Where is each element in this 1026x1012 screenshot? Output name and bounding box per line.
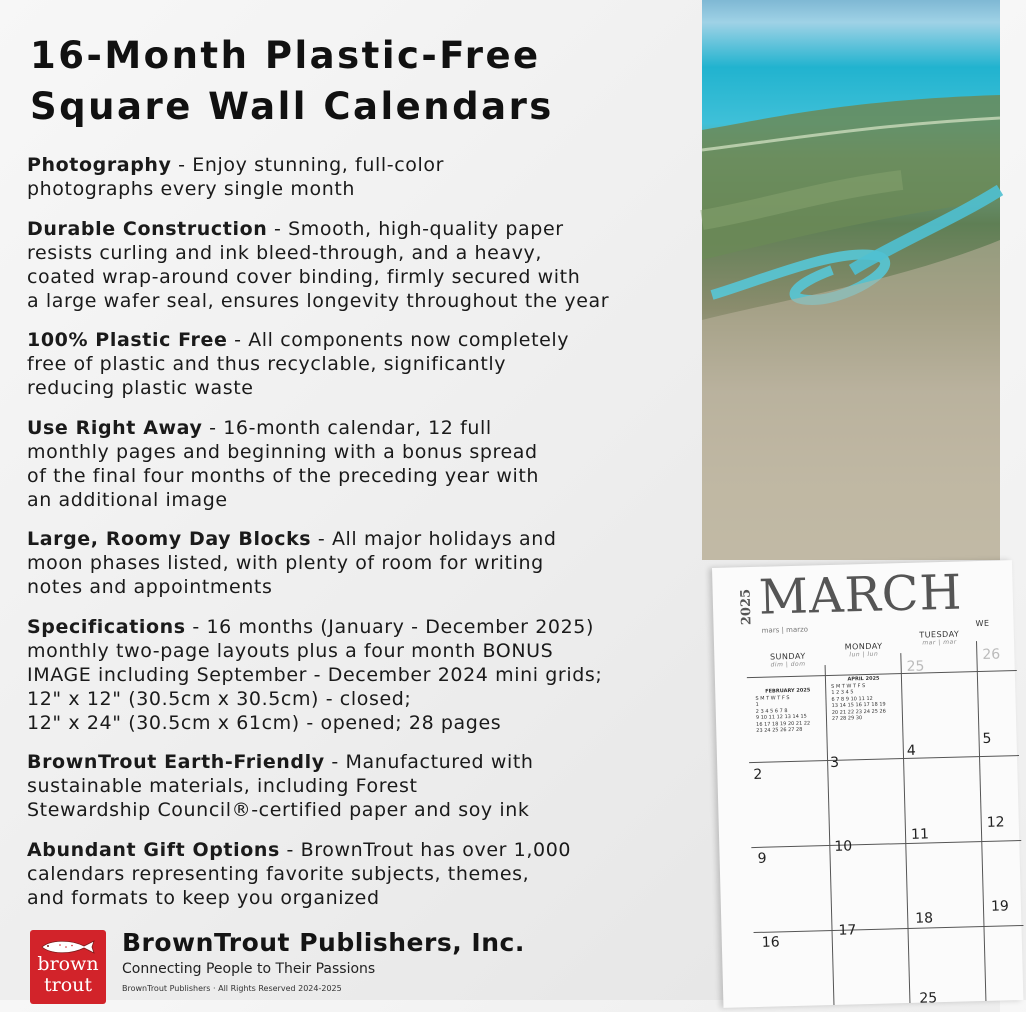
mini-calendar-february	[755, 687, 821, 734]
feature-text: monthly two-page layouts plus a four month BONUS	[27, 639, 554, 662]
mini-row: 2 3 4 5 6 7 8	[755, 707, 788, 715]
feature-text: photographs every single month	[27, 178, 356, 200]
feature-text: - Enjoy stunning, full-color	[171, 154, 444, 176]
feature-text: - All major holidays and	[311, 528, 557, 550]
feature-item	[27, 416, 699, 512]
feature-text: - Manufactured with	[324, 751, 534, 773]
coastline-illustration	[702, 0, 1000, 560]
mini-row: 1	[755, 701, 759, 708]
day-number: 26	[982, 646, 1001, 663]
feature-text: an additional image	[27, 488, 228, 511]
feature-list	[27, 153, 699, 925]
feature-text: coated wrap-around cover binding, firmly secured with	[27, 265, 581, 288]
feature-text: 12" x 12" (30.5cm x 30.5cm) - closed;	[27, 687, 412, 710]
day-header-monday	[826, 641, 901, 659]
mini-row: 20 21 22 23 24 25 26	[831, 707, 886, 716]
feature-text: sustainable materials, including Forest	[27, 775, 418, 797]
feature-text: of the final four months of the preceding year with	[27, 464, 540, 487]
copyright-text: BrownTrout Publishers · All Rights Reserved 2024-2025	[122, 984, 342, 993]
feature-text: - All components now completely	[227, 329, 570, 351]
feature-name: Abundant Gift Options	[27, 838, 280, 861]
mini-title: FEBRUARY 2025	[765, 687, 811, 695]
feature-name: Photography	[27, 154, 172, 176]
feature-item	[27, 217, 699, 313]
brand-name: BrownTrout Publishers, Inc.	[122, 928, 525, 957]
day-name: MONDAY	[844, 641, 883, 652]
feature-name: Large, Roomy Day Blocks	[27, 528, 312, 550]
day-header-wednesday	[975, 618, 1005, 628]
day-sub: dim | dom	[770, 660, 806, 669]
feature-text: - 16-month calendar, 12 full	[202, 416, 492, 439]
feature-item	[27, 527, 699, 599]
day-name: SUNDAY	[769, 651, 806, 662]
browntrout-logo	[30, 930, 106, 1004]
mini-row: 6 7 8 9 10 11 12	[831, 695, 873, 703]
mini-row: 9 10 11 12 13 14 15	[755, 713, 807, 721]
mini-row: 27 28 29 30	[831, 715, 863, 722]
feature-text: and formats to keep you organized	[27, 886, 380, 909]
day-number: 18	[915, 910, 934, 927]
mini-row: 1 2 3 4 5	[831, 689, 854, 696]
feature-text: monthly pages and beginning with a bonus spread	[27, 440, 538, 463]
aerial-coast-photo	[702, 0, 1000, 560]
feature-text: free of plastic and thus recyclable, significantly	[27, 353, 507, 375]
title-line-1: 16-Month Plastic-Free	[30, 34, 541, 77]
day-number: 12	[986, 814, 1005, 831]
feature-name: Use Right Away	[27, 416, 203, 439]
day-name: WE	[975, 618, 990, 629]
mini-row: 23 24 25 26 27 28	[756, 726, 803, 734]
day-name: TUESDAY	[919, 629, 960, 640]
grid-line	[976, 641, 986, 1001]
feature-text: notes and appointments	[27, 576, 273, 598]
feature-item	[27, 615, 699, 735]
feature-text: - Smooth, high-quality paper	[267, 217, 564, 240]
mini-row: 13 14 15 16 17 18 19	[831, 701, 886, 709]
feature-text: Stewardship Council®-certified paper and soy ink	[27, 799, 530, 821]
day-number: 25	[919, 990, 938, 1007]
feature-item	[27, 838, 699, 910]
mini-head: S M T W T F S	[755, 694, 790, 702]
day-sub: lun | lun	[849, 650, 879, 659]
brand-tagline: Connecting People to Their Passions	[122, 961, 376, 977]
day-header-tuesday	[902, 629, 977, 647]
feature-name: Durable Construction	[27, 217, 268, 240]
mini-calendar-april	[831, 675, 897, 722]
brand-footer	[30, 928, 690, 1000]
page-title	[30, 30, 690, 132]
feature-text: resists curling and ink bleed-through, and a heavy,	[27, 241, 543, 264]
calendar-month: MARCH	[758, 564, 964, 626]
day-number: 5	[982, 730, 992, 747]
feature-item	[27, 153, 699, 201]
grid-line	[900, 653, 910, 1003]
feature-text: reducing plastic waste	[27, 377, 254, 399]
day-sub: mar | mar	[922, 638, 957, 647]
logo-wordmark	[30, 954, 106, 996]
day-number: 11	[910, 826, 930, 843]
feature-text: 12" x 24" (30.5cm x 61cm) - opened; 28 pages	[27, 711, 502, 734]
feature-text: - BrownTrout has over 1,000	[279, 838, 572, 861]
day-number: 16	[761, 934, 780, 951]
title-line-2: Square Wall Calendars	[30, 85, 554, 128]
feature-text: - 16 months (January - December 2025)	[185, 615, 594, 638]
feature-text: a large wafer seal, ensures longevity throughout the year	[27, 289, 610, 312]
day-number: 2	[753, 766, 763, 783]
feature-item	[27, 328, 699, 400]
day-number: 4	[906, 742, 916, 759]
day-number: 10	[834, 838, 853, 855]
day-number: 17	[838, 922, 857, 939]
logo-line-1: brown	[37, 953, 99, 975]
day-number: 3	[829, 754, 840, 771]
calendar-month-translation: mars | marzo	[761, 625, 809, 635]
feature-text: moon phases listed, with plenty of room for writing	[27, 552, 544, 574]
mini-row: 16 17 18 19 20 21 22	[756, 719, 811, 728]
feature-text: IMAGE including September - December 2024 mini grids;	[27, 663, 603, 686]
feature-text: calendars representing favorite subjects, themes,	[27, 862, 530, 885]
day-header-sunday	[750, 651, 825, 669]
day-number: 9	[757, 850, 767, 867]
feature-name: 100% Plastic Free	[27, 329, 228, 351]
day-number: 19	[990, 898, 1009, 915]
feature-name: Specifications	[27, 615, 186, 638]
mini-head: S M T W T F S	[831, 682, 866, 690]
calendar-year: 2025	[738, 588, 755, 626]
feature-item	[27, 750, 699, 822]
day-number: 25	[906, 658, 925, 675]
logo-line-2: trout	[43, 974, 93, 996]
feature-name: BrownTrout Earth-Friendly	[27, 751, 325, 773]
mini-title: APRIL 2025	[847, 675, 880, 683]
calendar-page-preview	[712, 560, 1023, 1008]
